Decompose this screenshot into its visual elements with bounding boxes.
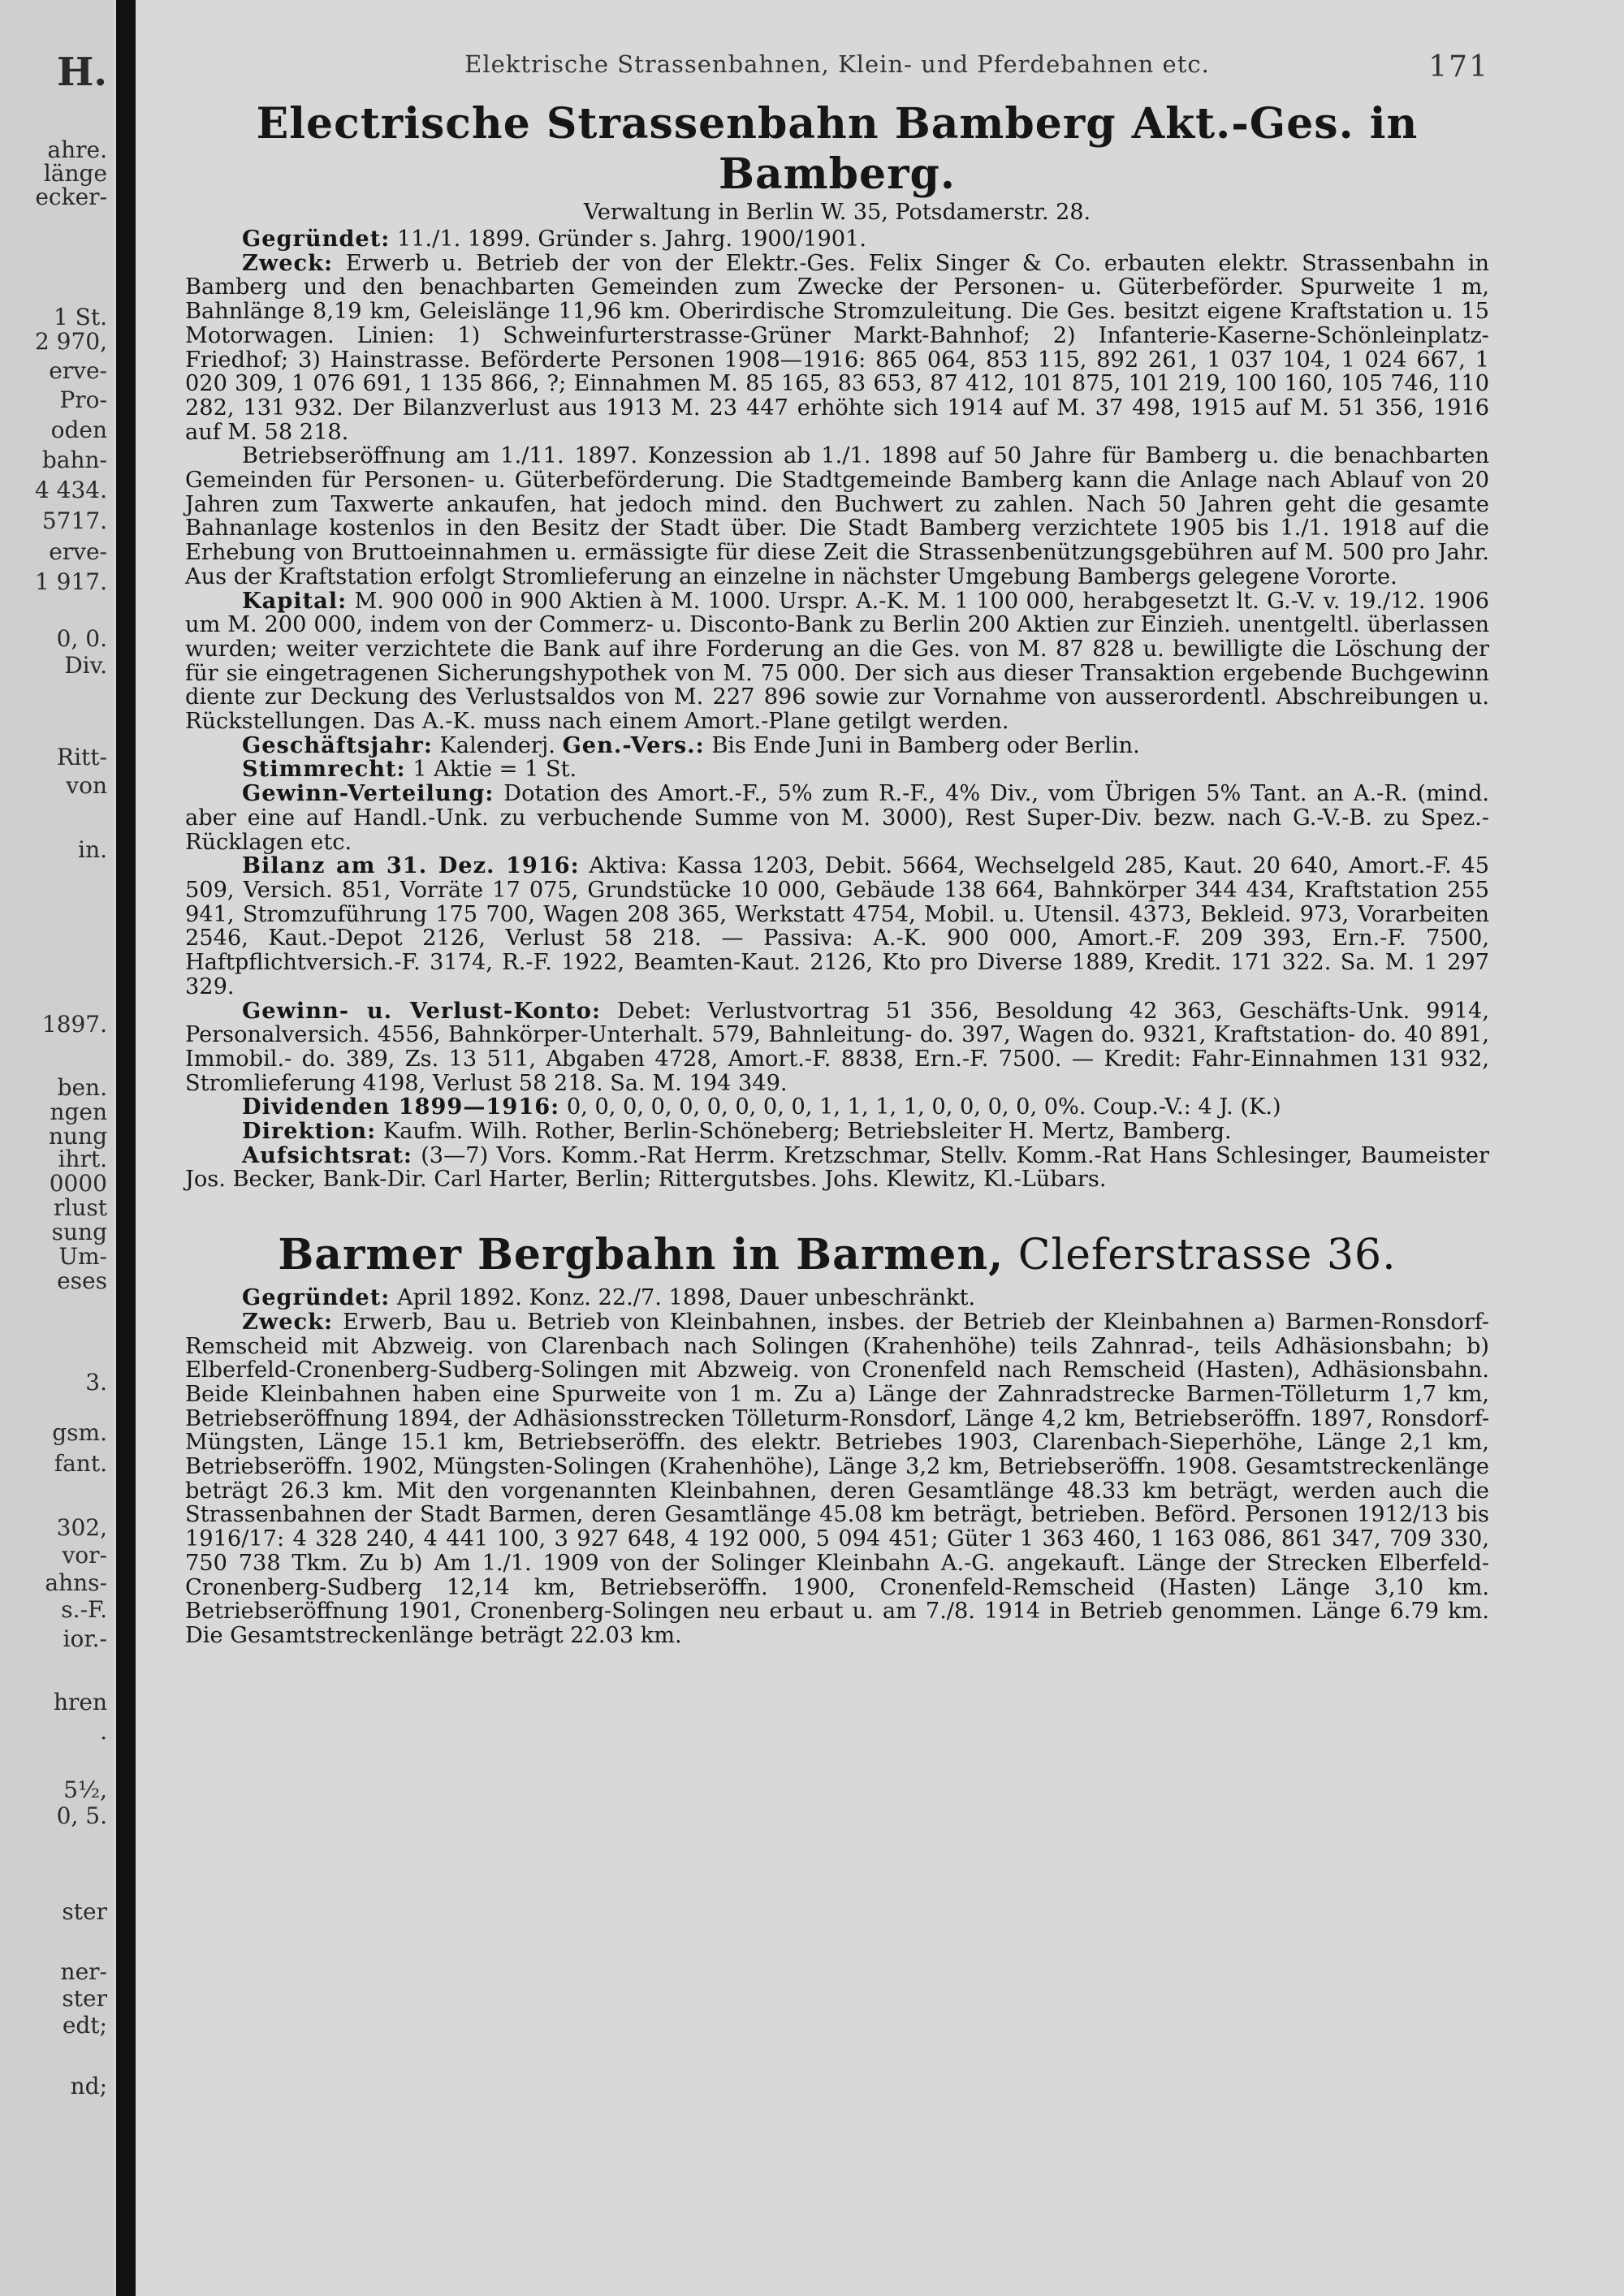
margin-fragment: H. [56,50,107,95]
entry-title-address: Cleferstrasse 36. [1004,1231,1397,1280]
margin-fragment: . [100,1718,107,1745]
paragraph-label: Stimmrecht: [242,756,406,783]
paragraph [185,999,1489,1096]
paragraph [185,227,1489,252]
margin-fragment: 0000 [49,1170,107,1197]
paragraph-text: Erwerb u. Betrieb der von der Elektr.-Ges. Felix Singer & Co. erbauten elektr. Strassenbahn in Bamberg und den benachbarten Gemeinden zum Zwecke der Personen- u. Güterbeförder. Spurweite 1 m, Bahnlänge 8,19 km, Geleislänge 11,96 km. Oberirdische Stromzuleitung. Die Ges. besitzt eigene Kraftstation u. 15 Motorwagen. Linien: 1) Schweinfurterstrasse-Grüner Markt-Bahnhof; 2) Infanterie-Kaserne-Schönleinplatz-Friedhof; 3) Hainstrasse. Beförderte Personen 1908—1916: 865 064, 853 115, 892 261, 1 037 104, 1 024 667, 1 020 309, 1 076 691, 1 135 866, ?; Einnahmen M. 85 165, 83 653, 87 412, 101 875, 101 219, 100 160, 105 746, 110 282, 131 932. Der Bilanzverlust aus 1913 M. 23 447 erhöhte sich 1914 auf M. 37 498, 1915 auf M. 51 356, 1916 auf M. 58 218. [185,250,1489,445]
margin-fragment: 1897. [41,1011,107,1038]
margin-fragment: bahn- [41,447,107,473]
margin-fragment: 1 St. [53,304,107,330]
margin-fragment: Ritt- [56,744,107,770]
margin-fragment: 5½, [63,1776,107,1803]
paragraph-label: Direktion: [242,1118,377,1145]
paragraph-text: Betriebseröffnung am 1./11. 1897. Konzession ab 1./1. 1898 auf 50 Jahre für Bamberg u. die benachbarten Gemeinden für Personen- u. Güterbeförderung. Die Stadtgemeinde Bamberg kann die Anlage nach Ablauf von 20 Jahren zum Taxwerte ankaufen, hat jedoch mind. den Buchwert zu zahlen. Nach 50 Jahren geht die gesamte Bahnanlage kostenlos in den Besitz der Stadt über. Die Stadt Bamberg verzichtete 1905 bis 1./1. 1918 auf die Erhebung von Bruttoeinnahmen u. ermässigte für diese Zeit die Strassenbenützungsgebühren auf M. 500 pro Jahr. Aus der Kraftstation erfolgt Stromlieferung an einzelne in nächster Umgebung Bambergs gelegene Vororte. [185,443,1489,589]
paragraph-text: Bis Ende Juni in Bamberg oder Berlin. [704,732,1140,758]
margin-fragment: ster [62,1898,107,1925]
entry-body [185,227,1489,1192]
paragraph-label: Zweck: [242,1308,333,1335]
paragraph-label: Aufsichtsrat: [242,1142,412,1168]
margin-fragment: 4 434. [34,477,107,503]
margin-fragment: erve- [49,357,107,384]
margin-fragment: 0, 0. [56,625,107,652]
margin-fragment: vor- [62,1542,107,1569]
entry-body [185,1286,1489,1648]
running-head [185,50,1489,94]
paragraph [185,444,1489,589]
paragraph-label: Gen.-Vers.: [562,732,705,758]
margin-fragment: ster [62,1985,107,2012]
margin-fragment: fant. [54,1450,107,1477]
margin-fragment: nd; [70,2073,107,2100]
margin-fragment: ecker- [35,183,107,210]
margin-fragment: ner- [60,1958,107,1985]
paragraph-text: April 1892. Konz. 22./7. 1898, Dauer unbeschränkt. [390,1285,976,1311]
paragraph-label: Geschäftsjahr: [242,732,433,758]
paragraph [185,1095,1489,1120]
paragraph-text: 0, 0, 0, 0, 0, 0, 0, 0, 0, 1, 1, 1, 1, 0, 0, 0, 0, 0%. Coup.-V.: 4 J. (K.) [559,1094,1281,1120]
margin-fragment: rlust [54,1194,107,1221]
running-head-title: Elektrische Strassenbahnen, Klein- und Pferdebahnen etc. [464,50,1210,78]
page-gutter [116,0,136,2296]
paragraph-text: Kalenderj. [432,732,563,758]
margin-fragment: 3. [85,1369,107,1396]
entry-title [185,1231,1489,1280]
margin-fragment: Pro- [59,386,107,413]
paragraph [185,1144,1489,1192]
paragraph [185,854,1489,999]
paragraph-text: Aktiva: Kassa 1203, Debit. 5664, Wechselgeld 285, Kaut. 20 640, Amort.-F. 45 509, Versich. 851, Vorräte 17 075, Grundstücke 10 000, Gebäude 138 664, Bahnkörper 344 434, Kraftstation 255 941, Stromzuführung 175 700, Wagen 208 365, Werkstatt 4754, Mobil. u. Utensil. 4373, Bekleid. 973, Vorarbeiten 2546, Kaut.-Depot 2126, Verlust 58 218. — Passiva: A.-K. 900 000, Amort.-F. 209 393, Ern.-F. 7500, Haftpflichtversich.-F. 3174, R.-F. 1922, Beamten-Kaut. 2126, Kto pro Diverse 1889, Kredit. 171 322. Sa. M. 1 297 329. [185,853,1490,999]
margin-fragment: in. [78,836,107,863]
paragraph-label: Zweck: [242,249,333,276]
margin-fragment: hren [53,1689,107,1716]
paragraph [185,249,1489,445]
paragraph-text: 11./1. 1899. Gründer s. Jahrg. 1900/1901. [390,227,866,252]
margin-fragment: ihrt. [58,1146,107,1172]
paragraph-text: Erwerb, Bau u. Betrieb von Kleinbahnen, insbes. der Betrieb der Kleinbahnen a) Barmen-Ronsdorf-Remscheid mit Abzweig. von Clarenbach nach Solingen (Krahenhöhe) teils Zahnrad-, teils Adhäsionsbahn; b) Elberfeld-Cronenberg-Sudberg-Solingen mit Abzweig. von Cronenfeld nach Remscheid (Hasten), Adhäsionsbahn. Beide Kleinbahnen haben eine Spurweite von 1 m. Zu a) Länge der Zahnradstrecke Barmen-Tölleturm 1,7 km, Betriebseröffnung 1894, der Adhäsionsstrecken Tölleturm-Ronsdorf, Länge 4,2 km, Betriebseröffn. 1897, Ronsdorf-Müngsten, Länge 15.1 km, Betriebseröffn. des elektr. Betriebes 1903, Clarenbach-Sieperhöhe, Länge 2,1 km, Betriebseröffn. 1902, Müngsten-Solingen (Krahenhöhe), Länge 3,2 km, Betriebseröffn. 1908. Gesamtstreckenlänge beträgt 26.3 km. Mit den vorgenannten Kleinbahnen, deren Gesamtlänge 48.33 km beträgt, werden auch die Strassenbahnen der Stadt Barmen, deren Gesamtlänge 45.08 km beträgt, betrieben. Beförd. Personen 1912/13 bis 1916/17: 4 328 240, 4 441 100, 3 927 648, 4 192 000, 5 094 451; Güter 1 363 460, 1 163 086, 861 347, 709 330, 750 738 Tkm. Zu b) Am 1./1. 1909 von der Solinger Kleinbahn A.-G. angekauft. Länge der Strecken Elberfeld-Cronenberg-Sudberg 12,14 km, Betriebseröffn. 1900, Cronenfeld-Remscheid (Hasten) Länge 3,10 km. Betriebseröffnung 1901, Cronenberg-Solingen neu erbaut u. am 7./8. 1914 in Betrieb genommen. Länge 6.79 km. Die Gesamtstreckenlänge beträgt 22.03 km. [185,1309,1489,1648]
paragraph [185,782,1489,854]
page-number: 171 [1428,50,1489,84]
margin-fragment: ben. [57,1074,107,1101]
paragraph-label: Dividenden 1899—1916: [242,1094,560,1120]
paragraph-label: Kapital: [242,587,348,614]
margin-fragment: ahns- [45,1569,107,1596]
paragraph-label: Gewinn- u. Verlust-Konto: [242,997,601,1024]
entry-title: Electrische Strassenbahn Bamberg Akt.-Ges. in Bamberg. [256,99,1419,199]
paragraph-text: Dotation des Amort.-F., 5% zum R.-F., 4% Div., vom Übrigen 5% Tant. an A.-R. (mind. aber eine auf Handl.-Unk. zu verbuchende Summe von M. 3000), Rest Super-Div. bezw. nach G.-V.-B. zu Spez.-Rücklagen etc. [185,781,1489,855]
margin-fragment: nung [48,1123,107,1150]
margin-fragment: erve- [49,538,107,565]
margin-fragment: Div. [64,652,107,679]
paragraph-label: Gewinn-Verteilung: [242,780,495,807]
paragraph-text: 1 Aktie = 1 St. [405,757,577,783]
paragraph-text: (3—7) Vors. Komm.-Rat Herrm. Kretzschmar, Stellv. Komm.-Rat Hans Schlesinger, Baumeister Jos. Becker, Bank-Dir. Carl Harter, Berlin; Rittergutsbes. Johs. Klewitz, Kl.-Lübars. [185,1142,1489,1193]
paragraph [185,1310,1489,1648]
margin-fragment: Um- [58,1243,107,1270]
margin-fragment: ior.- [63,1625,107,1652]
entry-administration: Verwaltung in Berlin W. 35, Potsdamerstr. 28. [583,200,1091,225]
paragraph-text: M. 900 000 in 900 Aktien à M. 1000. Urspr. A.-K. M. 1 100 000, herabgesetzt lt. G.-V. v. 19./12. 1906 um M. 200 000, indem von der Commerz- u. Disconto-Bank zu Berlin 200 Aktien zur Einzieh. unentgeltl. überlassen wurden; weiter verzichtete die Bank auf ihre Forderung an die Ges. von M. 87 828 u. bewilligte die Löschung der für sie eingetragenen Sicherungshypothek von M. 75 000. Der sich aus dieser Transaktion ergebende Buchgewinn diente zur Deckung des Verlustsaldos von M. 227 896 sowie zur Vornahme von ausserordentl. Abschreibungen u. Rückstellungen. Das A.-K. muss nach einem Amort.-Plane getilgt werden. [185,588,1489,735]
margin-fragment: 0, 5. [56,1802,107,1829]
page-content [185,50,1489,1648]
paragraph-label: Gegründet: [242,1284,391,1311]
margin-fragment: s.-F. [61,1596,107,1623]
margin-fragment: edt; [62,2012,107,2039]
margin-fragment: 302, [56,1514,107,1541]
margin-fragment: 2 970, [34,328,107,355]
paragraph [185,734,1489,758]
margin-fragment: 1 917. [34,568,107,595]
margin-fragment: länge [43,160,107,187]
entry-barmen [185,1231,1489,1648]
paragraph [185,757,1489,782]
paragraph [185,1120,1489,1144]
margin-fragment: ngen [50,1098,107,1125]
paragraph-label: Bilanz am 31. Dez. 1916: [242,852,580,879]
adjacent-page-strip [0,0,114,2296]
entry-title-name: Barmer Bergbahn in Barmen, [278,1230,1004,1280]
margin-fragment: gsm. [52,1419,107,1446]
margin-fragment: 5717. [41,507,107,534]
margin-fragment: oden [50,416,107,443]
paragraph-text: Kaufm. Wilh. Rother, Berlin-Schöneberg; Betriebsleiter H. Mertz, Bamberg. [376,1119,1232,1145]
margin-fragment: eses [57,1267,107,1294]
paragraph [185,1286,1489,1310]
margin-fragment: von [66,772,107,799]
margin-fragment: sung [51,1219,107,1245]
paragraph-label: Gegründet: [242,226,391,252]
paragraph [185,589,1489,734]
paragraph-text: Debet: Verlustvortrag 51 356, Besoldung 42 363, Geschäfts-Unk. 9914, Personalversich. 4556, Bahnkörper-Unterhalt. 579, Bahnleitung- do. 397, Wagen do. 9321, Kraftstation- do. 40 891, Immobil.- do. 389, Zs. 13 511, Abgaben 4728, Amort.-F. 8838, Ern.-F. 7500. — Kredit: Fahr-Einnahmen 131 932, Stromlieferung 4198, Verlust 58 218. Sa. M. 194 349. [185,998,1489,1096]
entry-bamberg [185,99,1489,1192]
margin-fragment: ahre. [47,136,107,163]
